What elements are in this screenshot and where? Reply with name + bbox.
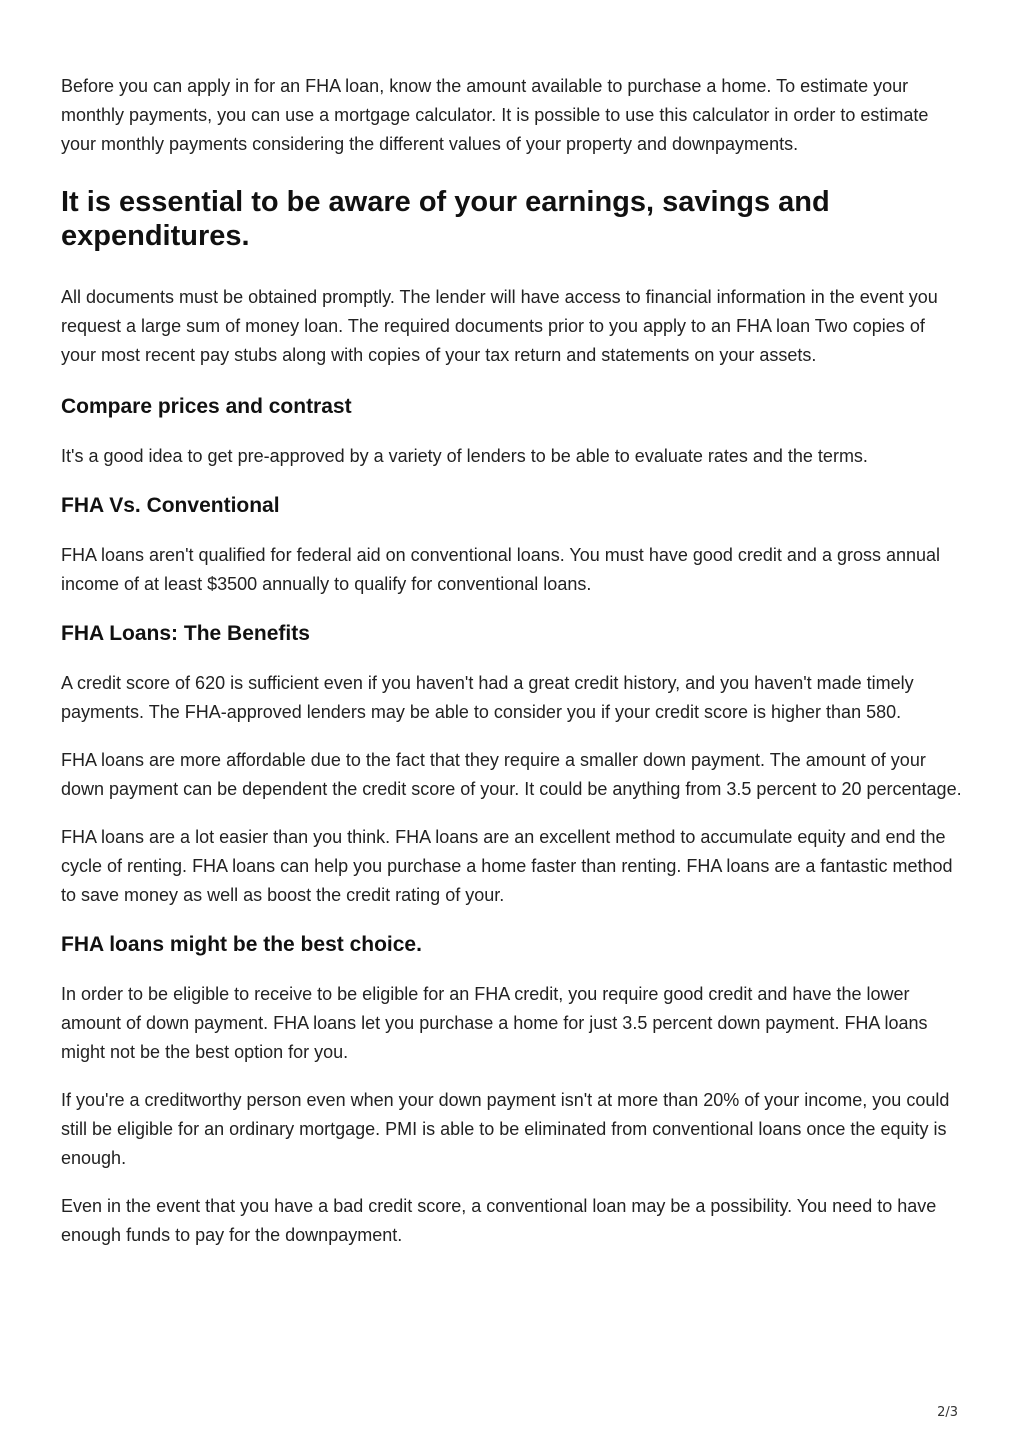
section-heading-best-choice: FHA loans might be the best choice. — [61, 933, 422, 956]
best-choice-paragraph-1: In order to be eligible to receive to be eligible for an FHA credit, you require good credit and have the lower amount of down payment. FHA loans let you purchase a home for just 3.5 percent down payment. FHA loans might not be the best option for you. — [61, 984, 928, 1062]
fha-benefits-paragraph-3: FHA loans are a lot easier than you think. FHA loans are an excellent method to accumulate equity and end the cycle of renting. FHA loans can help you purchase a home faster than renting. FHA loans are a fantastic method to save money as well as boost the credit rating of your. — [61, 827, 953, 905]
fha-vs-conventional-paragraph: FHA loans aren't qualified for federal aid on conventional loans. You must have good credit and a gross annual income of at least $3500 annually to qualify for conventional loans. — [61, 545, 941, 594]
documents-paragraph: All documents must be obtained promptly. The lender will have access to financial information in the event you request a large sum of money loan. The required documents prior to you apply to an FHA loan Two copies of your most recent pay stubs along with copies of your tax return and statements on your assets. — [61, 287, 938, 365]
intro-paragraph: Before you can apply in for an FHA loan, know the amount available to purchase a home. To estimate your monthly payments, you can use a mortgage calculator. It is possible to use this calculator in order to estimate your monthly payments considering the different values of your property and downpayments. — [61, 76, 929, 154]
main-heading: It is essential to be aware of your earnings, savings and expenditures. — [61, 186, 830, 252]
fha-benefits-paragraph-2: FHA loans are more affordable due to the fact that they require a smaller down payment. The amount of your down payment can be dependent the credit score of your. It could be anything from 3.5 percent to 20 percentage. — [61, 750, 962, 799]
section-heading-fha-benefits: FHA Loans: The Benefits — [61, 622, 310, 645]
compare-prices-paragraph: It's a good idea to get pre-approved by a variety of lenders to be able to evaluate rates and the terms. — [61, 446, 868, 466]
best-choice-paragraph-3: Even in the event that you have a bad credit score, a conventional loan may be a possibility. You need to have enough funds to pay for the downpayment. — [61, 1196, 937, 1245]
section-heading-fha-vs-conventional: FHA Vs. Conventional — [61, 494, 280, 517]
document-page — [61, 72, 963, 1250]
fha-benefits-paragraph-1: A credit score of 620 is sufficient even if you haven't had a great credit history, and you haven't made timely payments. The FHA-approved lenders may be able to consider you if your credit score is higher than 580. — [61, 673, 914, 722]
section-heading-compare-prices: Compare prices and contrast — [61, 395, 352, 418]
section-best-choice — [61, 932, 963, 1250]
page-number: 2/3 — [937, 1405, 958, 1420]
section-compare-prices — [61, 394, 963, 471]
section-fha-benefits — [61, 621, 963, 910]
best-choice-paragraph-2: If you're a creditworthy person even when your down payment isn't at more than 20% of your income, you could still be eligible for an ordinary mortgage. PMI is able to be eliminated from conventional loans once the equity is enough. — [61, 1090, 950, 1168]
section-fha-vs-conventional — [61, 493, 963, 599]
